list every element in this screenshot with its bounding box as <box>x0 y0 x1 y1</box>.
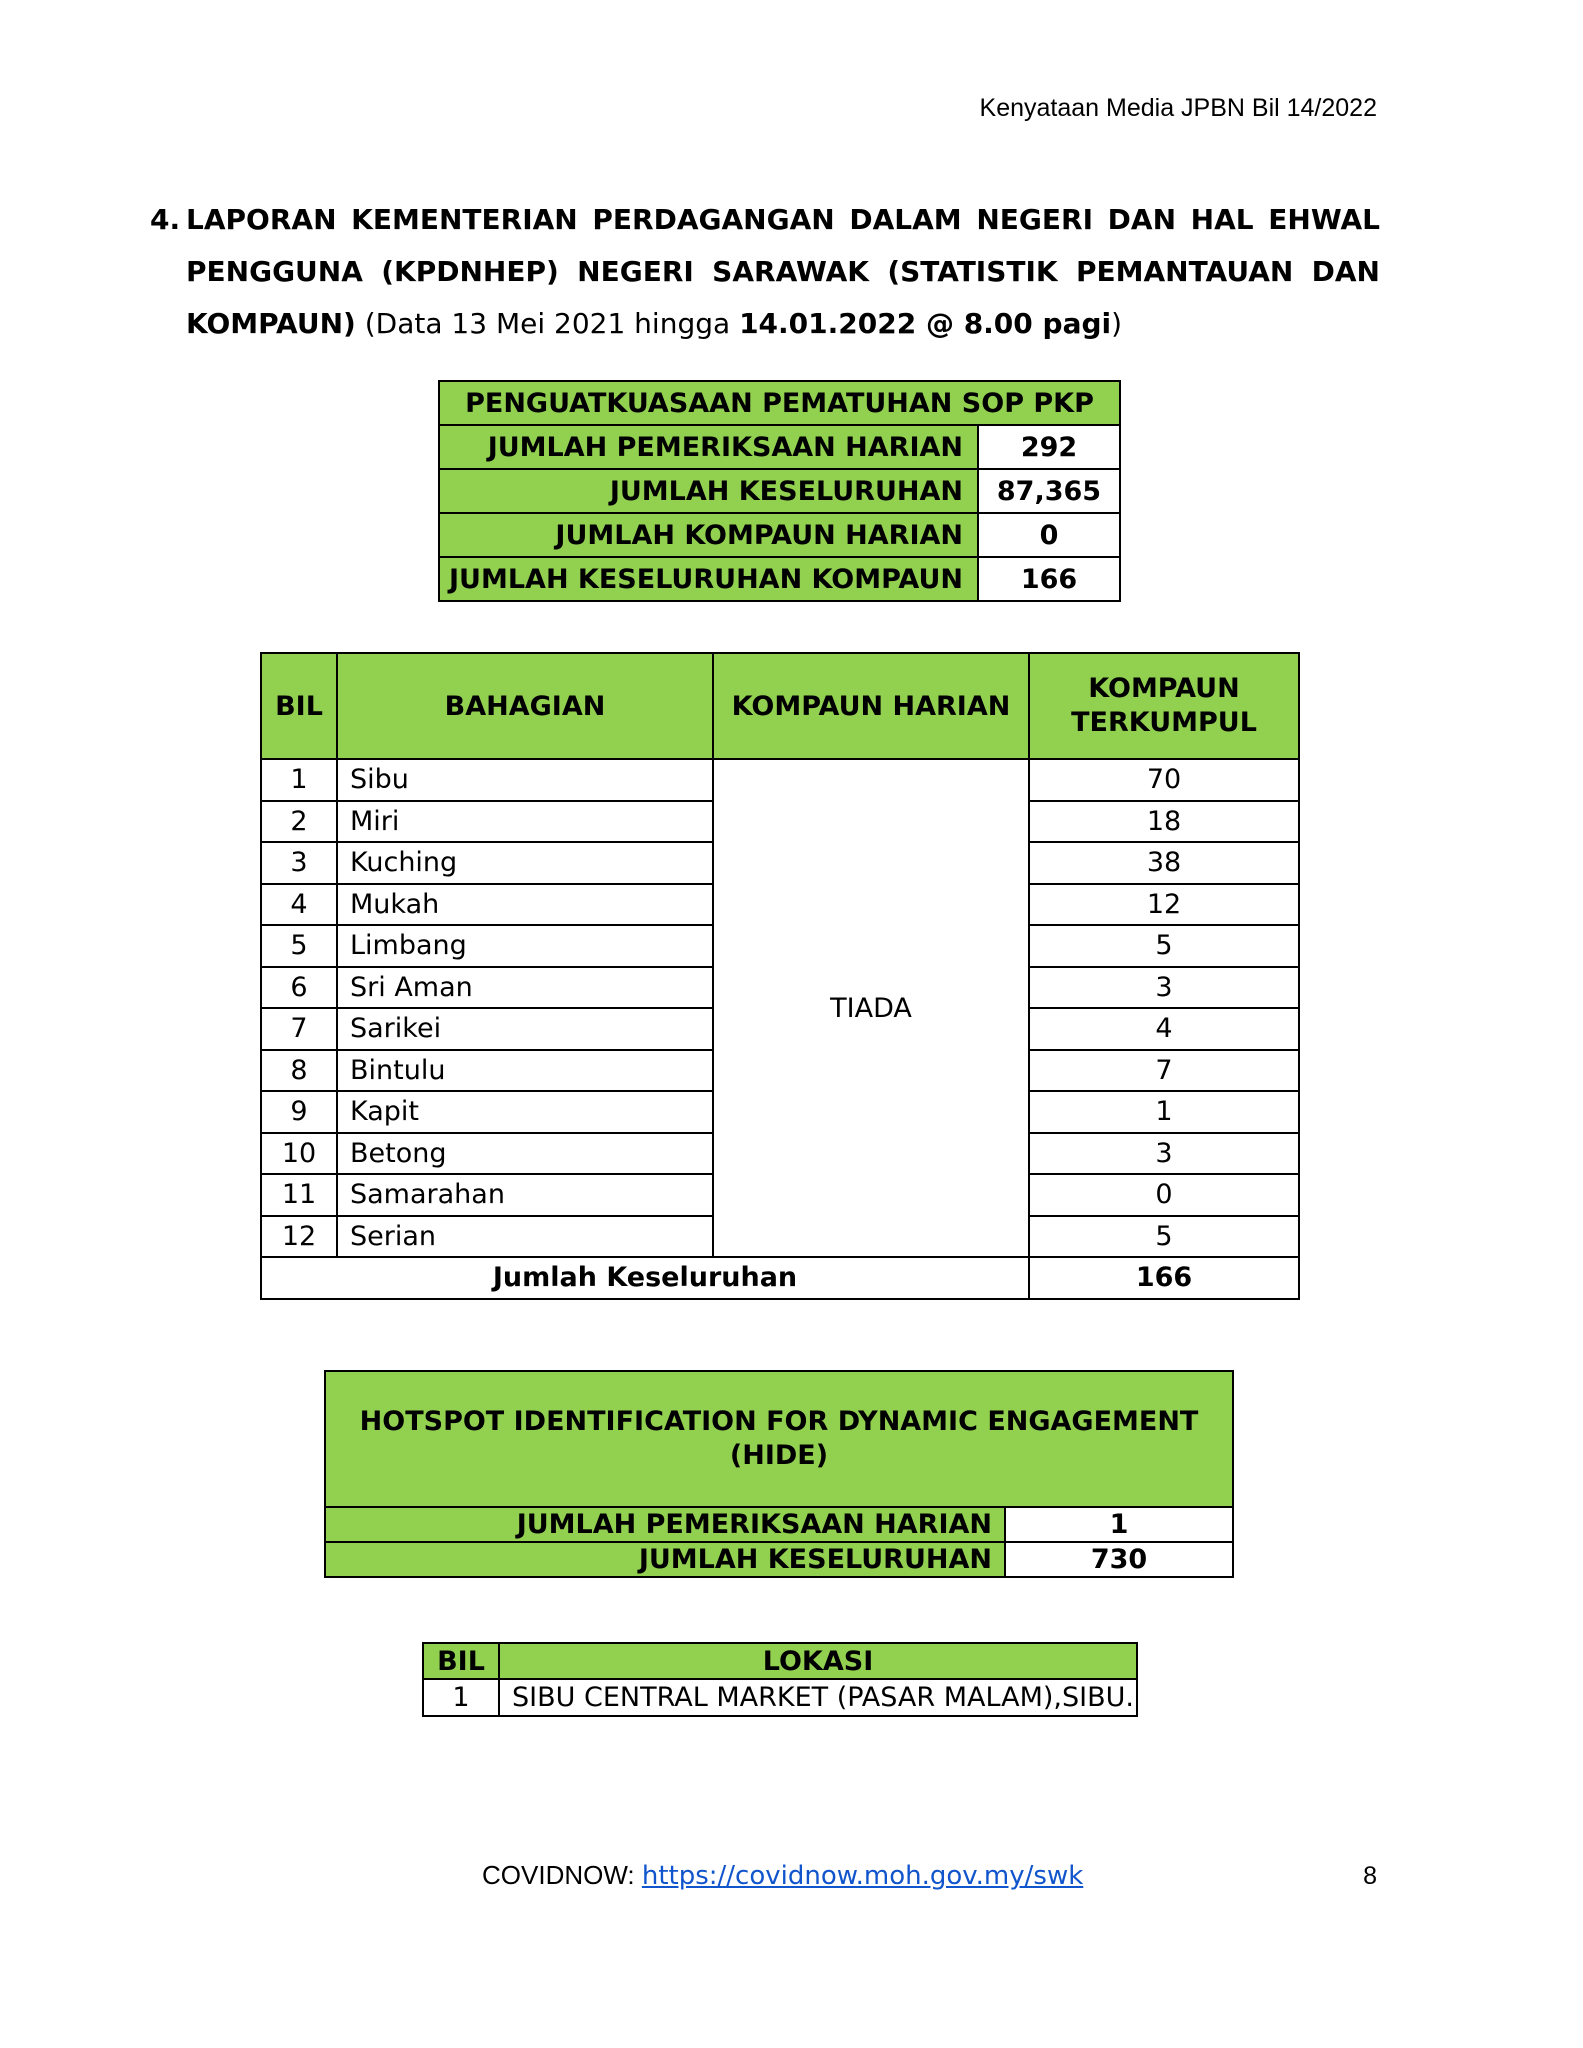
row-label: JUMLAH KESELURUHAN <box>325 1542 1005 1577</box>
header-kompaun-terkumpul: KOMPAUN TERKUMPUL <box>1029 653 1299 759</box>
section-title <box>186 194 1380 350</box>
row-bahagian: Serian <box>337 1216 713 1258</box>
data-range-suffix: ) <box>1111 307 1123 340</box>
location-table <box>422 1642 1138 1717</box>
row-bil: 10 <box>261 1133 337 1175</box>
row-bahagian: Sibu <box>337 759 713 801</box>
row-bil: 8 <box>261 1050 337 1092</box>
row-bil: 2 <box>261 801 337 843</box>
row-bahagian: Limbang <box>337 925 713 967</box>
table-row <box>439 425 1120 469</box>
table-row <box>325 1507 1233 1542</box>
row-bahagian: Kapit <box>337 1091 713 1133</box>
row-bil: 12 <box>261 1216 337 1258</box>
row-label: JUMLAH PEMERIKSAAN HARIAN <box>439 425 978 469</box>
row-value: 87,365 <box>978 469 1120 513</box>
row-terkumpul: 7 <box>1029 1050 1299 1092</box>
table-row <box>325 1542 1233 1577</box>
row-label: JUMLAH KOMPAUN HARIAN <box>439 513 978 557</box>
row-lokasi: SIBU CENTRAL MARKET (PASAR MALAM),SIBU. <box>499 1679 1137 1716</box>
row-bil: 4 <box>261 884 337 926</box>
row-bahagian: Sri Aman <box>337 967 713 1009</box>
row-value: 166 <box>978 557 1120 601</box>
row-terkumpul: 5 <box>1029 1216 1299 1258</box>
row-terkumpul: 12 <box>1029 884 1299 926</box>
row-terkumpul: 3 <box>1029 1133 1299 1175</box>
row-bil: 1 <box>261 759 337 801</box>
header-lokasi: LOKASI <box>499 1643 1137 1679</box>
row-label: JUMLAH KESELURUHAN KOMPAUN <box>439 557 978 601</box>
table-row <box>439 513 1120 557</box>
total-value: 166 <box>1029 1257 1299 1299</box>
data-range-date: 14.01.2022 @ 8.00 pagi <box>739 307 1112 340</box>
total-label: Jumlah Keseluruhan <box>261 1257 1029 1299</box>
row-terkumpul: 1 <box>1029 1091 1299 1133</box>
row-bil: 1 <box>423 1679 499 1716</box>
row-value: 0 <box>978 513 1120 557</box>
section-number: 4. <box>150 203 181 236</box>
row-bil: 11 <box>261 1174 337 1216</box>
row-bahagian: Kuching <box>337 842 713 884</box>
table-total-row <box>261 1257 1299 1299</box>
covidnow-link[interactable]: https://covidnow.moh.gov.my/swk <box>641 1861 1084 1891</box>
page-number: 8 <box>1363 1862 1377 1890</box>
table-header-row <box>423 1643 1137 1679</box>
row-bahagian: Sarikei <box>337 1008 713 1050</box>
row-terkumpul: 38 <box>1029 842 1299 884</box>
data-range-prefix: (Data 13 Mei 2021 hingga <box>355 307 740 340</box>
row-label: JUMLAH KESELURUHAN <box>439 469 978 513</box>
row-terkumpul: 3 <box>1029 967 1299 1009</box>
table-row <box>439 557 1120 601</box>
section-title-bold: LAPORAN KEMENTERIAN PERDAGANGAN DALAM NEGERI DAN HAL EHWAL PENGGUNA (KPDNHEP) NEGERI SARAWAK (STATISTIK PEMANTAUAN DAN KOMPAUN) <box>186 203 1380 340</box>
row-value: 1 <box>1005 1507 1233 1542</box>
row-bahagian: Samarahan <box>337 1174 713 1216</box>
table-row <box>439 469 1120 513</box>
section-heading <box>150 194 1380 350</box>
row-bil: 3 <box>261 842 337 884</box>
header-bil: BIL <box>423 1643 499 1679</box>
row-bahagian: Betong <box>337 1133 713 1175</box>
table-header-row <box>261 653 1299 759</box>
enforcement-table-title: PENGUATKUASAAN PEMATUHAN SOP PKP <box>439 381 1120 425</box>
enforcement-summary-table <box>438 380 1121 602</box>
row-bahagian: Bintulu <box>337 1050 713 1092</box>
table-row <box>423 1679 1137 1716</box>
row-bil: 7 <box>261 1008 337 1050</box>
document-reference: Kenyataan Media JPBN Bil 14/2022 <box>979 94 1377 122</box>
footer <box>482 1860 1083 1891</box>
header-bil: BIL <box>261 653 337 759</box>
header-kompaun-harian: KOMPAUN HARIAN <box>713 653 1029 759</box>
row-terkumpul: 4 <box>1029 1008 1299 1050</box>
row-terkumpul: 0 <box>1029 1174 1299 1216</box>
row-terkumpul: 70 <box>1029 759 1299 801</box>
footer-label: COVIDNOW: <box>482 1860 642 1890</box>
header-bahagian: BAHAGIAN <box>337 653 713 759</box>
row-label: JUMLAH PEMERIKSAAN HARIAN <box>325 1507 1005 1542</box>
table-row <box>261 759 1299 801</box>
row-terkumpul: 18 <box>1029 801 1299 843</box>
row-bil: 6 <box>261 967 337 1009</box>
hide-summary-table <box>324 1370 1234 1578</box>
division-compound-table <box>260 652 1300 1300</box>
row-bil: 9 <box>261 1091 337 1133</box>
row-bil: 5 <box>261 925 337 967</box>
hide-table-title: HOTSPOT IDENTIFICATION FOR DYNAMIC ENGAGEMENT (HIDE) <box>325 1371 1233 1507</box>
row-value: 292 <box>978 425 1120 469</box>
row-terkumpul: 5 <box>1029 925 1299 967</box>
row-bahagian: Mukah <box>337 884 713 926</box>
row-bahagian: Miri <box>337 801 713 843</box>
row-value: 730 <box>1005 1542 1233 1577</box>
kompaun-harian-merged: TIADA <box>713 759 1029 1257</box>
